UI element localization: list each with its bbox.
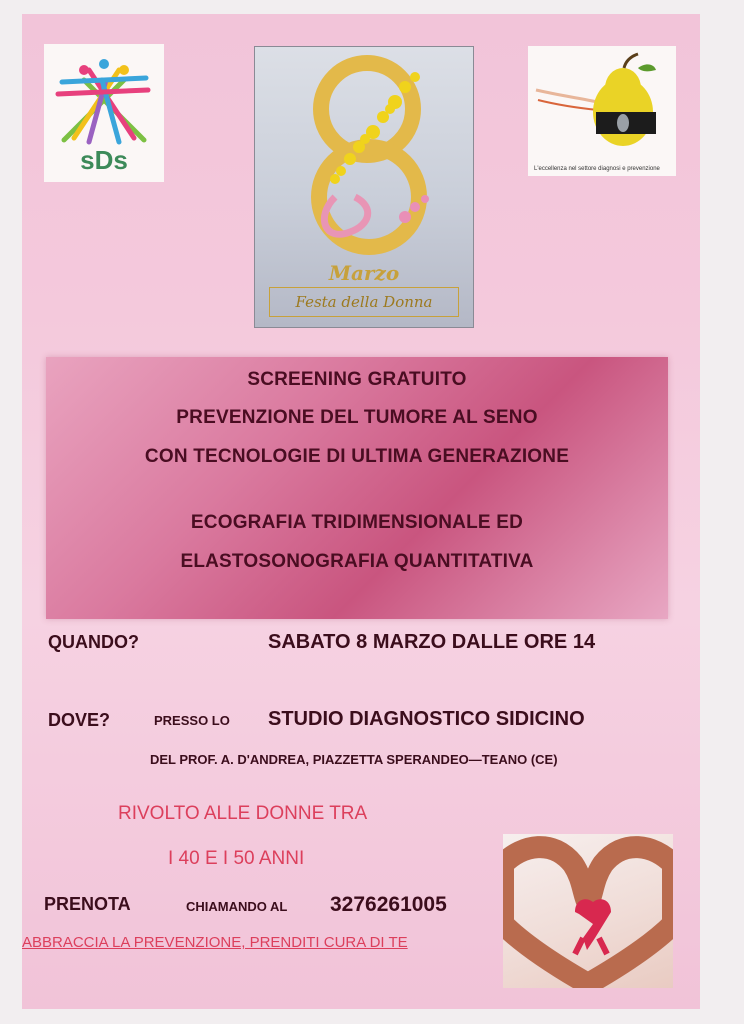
phone-number[interactable]: 3276261005 [330,893,447,916]
gold-number-eight-icon [255,47,473,257]
pear-logo-caption: L'eccellenza nel settore diagnosi e prevenzione [534,166,660,172]
screening-banner [46,357,668,619]
banner-line-elastosonografia: ELASTOSONOGRAFIA QUANTITATIVA [180,551,534,572]
booking-prefix: CHIAMANDO AL [186,899,288,914]
banner-line-prevenzione: PREVENZIONE DEL TUMORE AL SENO [176,407,538,428]
sds-logo [44,44,164,182]
banner-line-tecnologie: CON TECNOLOGIE DI ULTIMA GENERAZIONE [144,446,570,467]
where-label: DOVE? [48,710,111,730]
booking-label: PRENOTA [44,894,131,914]
heart-hands-ribbon-icon [503,834,673,988]
banner-line-screening: SCREENING GRATUITO [247,369,467,390]
people-figures-icon [44,50,164,150]
sds-logo-text: sDs [80,145,128,175]
where-prefix: PRESSO LO [154,713,230,728]
when-label: QUANDO? [48,632,139,652]
when-value: SABATO 8 MARZO DALLE ORE 14 [268,631,596,653]
hands-heart-ribbon-photo [503,834,673,988]
festa-donna-poster [254,46,474,328]
slogan: ABBRACCIA LA PREVENZIONE, PRENDITI CURA DI TE [22,934,408,951]
target-line-1: RIVOLTO ALLE DONNE TRA [118,803,368,824]
poster-title: Marzo [328,261,400,285]
banner-line-ecografia: ECOGRAFIA TRIDIMENSIONALE ED [190,512,524,533]
pear-logo [528,46,676,176]
studio-name: STUDIO DIAGNOSTICO SIDICINO [268,708,585,730]
poster-subtitle: Festa della Donna [269,287,459,317]
pear-icon [528,50,676,160]
studio-address: DEL PROF. A. D'ANDREA, PIAZZETTA SPERANDEO—TEANO (CE) [150,752,558,767]
target-line-2: I 40 E I 50 ANNI [168,848,305,869]
